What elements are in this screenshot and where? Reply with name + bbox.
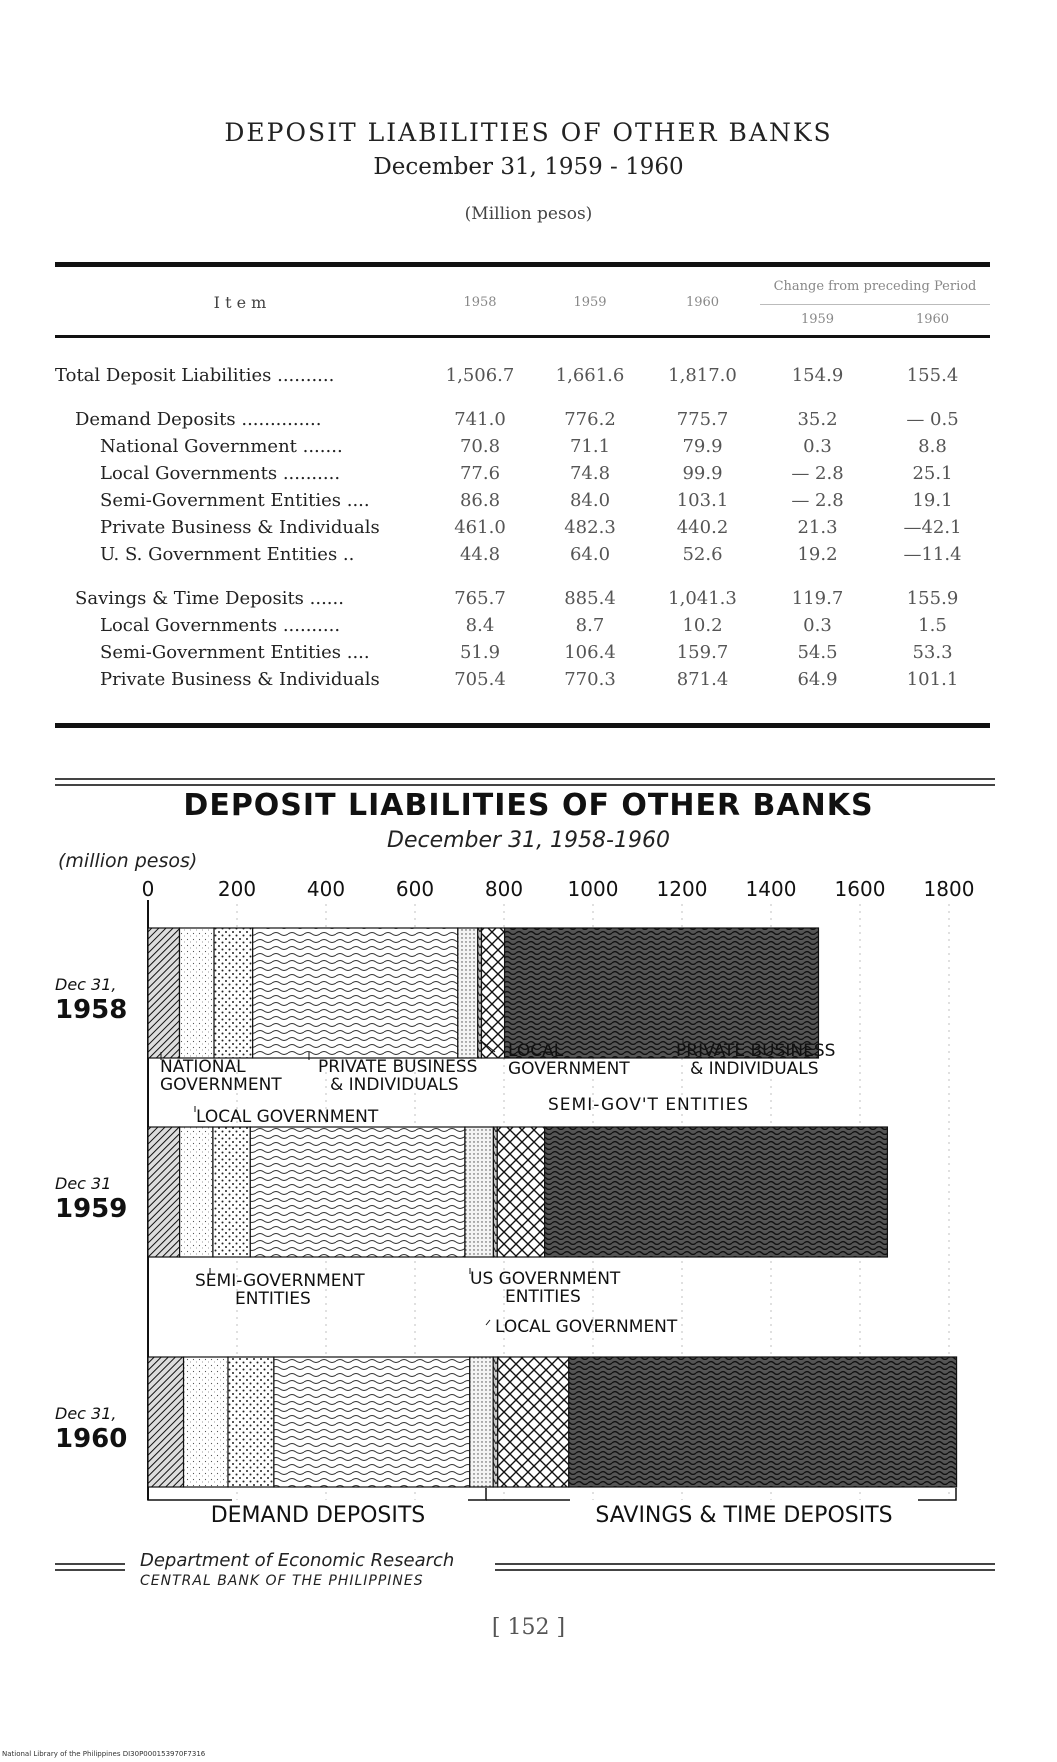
annotation-label: LOCAL GOVERNMENT — [196, 1107, 379, 1127]
chart-subtitle: December 31, 1958-1960 — [387, 828, 670, 853]
x-tick-label: 1400 — [745, 877, 797, 901]
annotation-label: SEMI-GOV'T ENTITIES — [548, 1095, 750, 1115]
annotation-label: & INDIVIDUALS — [330, 1075, 459, 1095]
bar-segment — [274, 1357, 470, 1487]
cell-c1960: —11.4 — [903, 544, 962, 565]
annotation-leader — [486, 1320, 490, 1325]
category-label-year: 1959 — [55, 1194, 128, 1224]
cell-c1960: 53.3 — [912, 642, 953, 663]
cell-c1959: 119.7 — [791, 588, 844, 609]
annotation-label: PRIVATE BUSINESS — [676, 1041, 836, 1061]
cell-c1960: 8.8 — [918, 436, 947, 457]
row-label: U. S. Government Entities .. — [100, 544, 355, 565]
cell-v1960: 159.7 — [676, 642, 729, 663]
table-title: DEPOSIT LIABILITIES OF OTHER BANKS — [224, 118, 833, 147]
cell-v1960: 1,817.0 — [668, 365, 737, 386]
cell-c1959: 0.3 — [803, 436, 832, 457]
row-label: Local Governments .......... — [100, 463, 341, 484]
bar-segment — [213, 1127, 250, 1257]
cell-v1958: 77.6 — [459, 463, 501, 484]
annotation-label: GOVERNMENT — [508, 1059, 630, 1079]
table-row — [55, 511, 990, 538]
bar-segment — [493, 1357, 498, 1487]
chart-top-rule — [55, 778, 995, 780]
bracket-demand-label: DEMAND DEPOSITS — [210, 1503, 426, 1528]
x-tick-label: 1000 — [567, 877, 619, 901]
cell-c1959: — 2.8 — [791, 463, 844, 484]
cell-v1959: 885.4 — [564, 588, 616, 609]
cell-c1960: 155.4 — [906, 365, 959, 386]
row-label: National Government ....... — [100, 436, 343, 457]
cell-c1959: 64.9 — [797, 669, 838, 690]
annotation-label: PRIVATE BUSINESS — [318, 1057, 478, 1077]
bar-segment — [470, 1357, 493, 1487]
bar-segment — [184, 1357, 228, 1487]
bar-segment — [465, 1127, 493, 1257]
cell-v1960: 10.2 — [682, 615, 723, 636]
credit-rule-right — [495, 1563, 995, 1565]
bar-segment — [569, 1357, 957, 1487]
x-tick-label: 400 — [306, 877, 346, 901]
table-bottom-rule — [55, 723, 990, 728]
cell-c1960: 155.9 — [906, 588, 959, 609]
annotation-label: ENTITIES — [235, 1289, 311, 1309]
cell-v1959: 482.3 — [564, 517, 616, 538]
cell-c1960: —42.1 — [903, 517, 962, 538]
bar-segment — [545, 1127, 888, 1257]
cell-v1958: 8.4 — [465, 615, 495, 636]
cell-v1959: 64.0 — [569, 544, 611, 565]
x-tick-label: 600 — [395, 877, 435, 901]
x-tick-label: 1200 — [656, 877, 708, 901]
table-row — [55, 457, 990, 484]
cell-c1959: 21.3 — [797, 517, 838, 538]
cell-v1959: 776.2 — [564, 409, 616, 430]
cell-c1960: — 0.5 — [906, 409, 959, 430]
footer-note: National Library of the Philippines DI30P000153970F7316 — [2, 1750, 206, 1758]
bar-segment — [148, 928, 180, 1058]
x-tick-label: 800 — [484, 877, 524, 901]
col-change-1960: 1960 — [915, 311, 950, 327]
row-label: Private Business & Individuals — [100, 669, 380, 690]
row-label: Demand Deposits .............. — [75, 409, 322, 430]
cell-v1959: 106.4 — [564, 642, 616, 663]
col-change-1959: 1959 — [800, 311, 835, 327]
credit-department: Department of Economic Research — [140, 1550, 455, 1571]
category-label-line1: Dec 31 — [55, 1174, 112, 1193]
cell-v1958: 461.0 — [454, 517, 506, 538]
cell-v1958: 70.8 — [459, 436, 501, 457]
cell-v1958: 51.9 — [459, 642, 501, 663]
table-row — [55, 636, 990, 663]
x-tick-label: 200 — [217, 877, 257, 901]
row-label: Local Governments .......... — [100, 615, 341, 636]
cell-v1958: 86.8 — [459, 490, 501, 511]
bar-segment — [253, 928, 458, 1058]
cell-c1959: 19.2 — [797, 544, 838, 565]
table-units: (Million pesos) — [464, 204, 593, 224]
table-row — [55, 430, 990, 457]
col-item: I t e m — [213, 292, 267, 312]
cell-v1959: 84.0 — [569, 490, 611, 511]
credit-rule-right-2 — [495, 1569, 995, 1571]
cell-v1958: 705.4 — [454, 669, 506, 690]
cell-c1959: 0.3 — [803, 615, 832, 636]
cell-v1958: 1,506.7 — [445, 365, 515, 386]
table-row — [55, 538, 990, 565]
cell-v1958: 741.0 — [454, 409, 506, 430]
table-row — [55, 386, 990, 430]
annotation-label: LOCAL GOVERNMENT — [495, 1317, 678, 1337]
x-tick-label: 1800 — [923, 877, 975, 901]
bracket-savings-label: SAVINGS & TIME DEPOSITS — [595, 1503, 893, 1528]
cell-c1960: 25.1 — [912, 463, 953, 484]
row-label: Private Business & Individuals — [100, 517, 380, 538]
cell-v1958: 44.8 — [459, 544, 501, 565]
bar-segment — [180, 1127, 213, 1257]
annotation-label: LOCAL — [508, 1041, 564, 1061]
cell-c1959: 154.9 — [791, 365, 844, 386]
chart-top-rule-2 — [55, 784, 995, 786]
cell-v1960: 103.1 — [676, 490, 729, 511]
annotation-label: ENTITIES — [505, 1287, 581, 1307]
row-label: Semi-Government Entities .... — [100, 642, 370, 663]
credit-bank: CENTRAL BANK OF THE PHILIPPINES — [140, 1573, 424, 1589]
cell-v1959: 71.1 — [569, 436, 611, 457]
annotation-label: GOVERNMENT — [160, 1075, 282, 1095]
annotation-label: & INDIVIDUALS — [690, 1059, 819, 1079]
cell-v1958: 765.7 — [454, 588, 506, 609]
bar-segment — [148, 1127, 180, 1257]
cell-v1960: 99.9 — [682, 463, 723, 484]
cell-c1960: 101.1 — [906, 669, 959, 690]
category-label-year: 1960 — [55, 1424, 128, 1454]
credit-rule-left-2 — [55, 1569, 125, 1571]
bracket-savings — [486, 1488, 956, 1500]
row-label: Total Deposit Liabilities .......... — [55, 365, 335, 386]
table-subtitle: December 31, 1959 - 1960 — [373, 154, 684, 180]
annotation-label: US GOVERNMENT — [470, 1269, 621, 1289]
cell-v1960: 1,041.3 — [668, 588, 737, 609]
table-row — [55, 663, 990, 690]
col-1958: 1958 — [463, 294, 497, 310]
bar-segment — [481, 928, 504, 1058]
bar-segment — [228, 1357, 274, 1487]
cell-v1959: 8.7 — [575, 615, 605, 636]
bar-segment — [214, 928, 253, 1058]
col-change: Change from preceding Period — [760, 270, 990, 304]
col-1960: 1960 — [685, 294, 720, 310]
col-1959: 1959 — [573, 294, 607, 310]
page-number: [ 152 ] — [491, 1615, 566, 1640]
cell-c1959: 35.2 — [797, 409, 838, 430]
category-label-line1: Dec 31, — [55, 975, 117, 994]
x-tick-label: 1600 — [834, 877, 886, 901]
chart-title: DEPOSIT LIABILITIES OF OTHER BANKS — [183, 788, 874, 823]
credit-rule-left — [55, 1563, 125, 1565]
cell-v1960: 775.7 — [676, 409, 729, 430]
row-label: Semi-Government Entities .... — [100, 490, 370, 511]
bar-segment — [250, 1127, 465, 1257]
x-tick-label: 0 — [141, 877, 155, 901]
cell-v1960: 871.4 — [676, 669, 729, 690]
bar-segment — [148, 1357, 184, 1487]
annotation-label: NATIONAL — [160, 1057, 246, 1077]
cell-v1959: 1,661.6 — [555, 365, 625, 386]
chart-units: (million pesos) — [58, 850, 198, 872]
bar-segment — [498, 1357, 569, 1487]
deposit-table — [55, 270, 990, 690]
table-row — [55, 565, 990, 609]
table-header-rule — [55, 335, 990, 338]
bracket-demand — [148, 1488, 486, 1500]
row-label: Savings & Time Deposits ...... — [75, 588, 344, 609]
table-row — [55, 484, 990, 511]
bar-segment — [458, 928, 478, 1058]
bar-segment — [505, 928, 819, 1058]
cell-c1960: 19.1 — [912, 490, 953, 511]
cell-v1960: 79.9 — [682, 436, 723, 457]
cell-v1959: 770.3 — [564, 669, 616, 690]
bar-segment — [180, 928, 215, 1058]
cell-c1959: 54.5 — [797, 642, 838, 663]
table-row — [55, 609, 990, 636]
cell-c1959: — 2.8 — [791, 490, 844, 511]
category-label-line1: Dec 31, — [55, 1404, 117, 1423]
category-label-year: 1958 — [55, 995, 128, 1025]
table-top-rule — [55, 262, 990, 267]
cell-v1959: 74.8 — [569, 463, 611, 484]
cell-v1960: 440.2 — [676, 517, 729, 538]
table-row — [55, 334, 990, 386]
annotation-label: SEMI-GOVERNMENT — [195, 1271, 365, 1291]
cell-v1960: 52.6 — [682, 544, 723, 565]
deposit-chart — [0, 860, 1057, 1530]
cell-c1960: 1.5 — [918, 615, 947, 636]
bar-segment — [497, 1127, 544, 1257]
